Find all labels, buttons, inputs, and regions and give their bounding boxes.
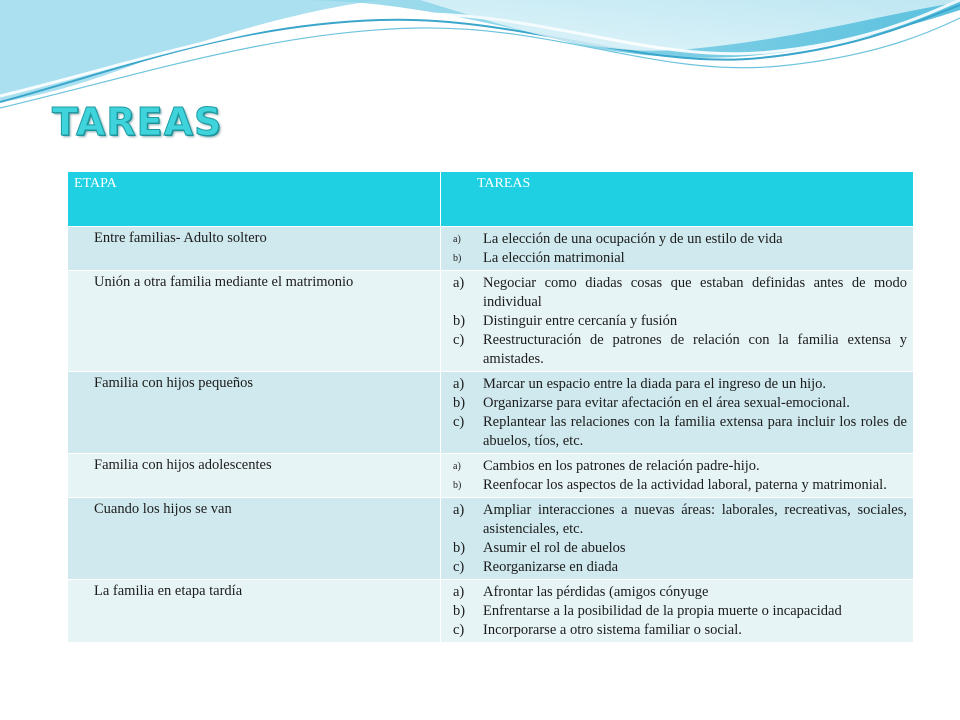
header-tareas: TAREAS (441, 172, 914, 227)
task-marker: b) (453, 395, 466, 411)
task-marker: a) (453, 461, 461, 472)
task-marker: b) (453, 540, 466, 556)
task-item (447, 583, 907, 602)
task-text: Asumir el rol de abuelos (483, 540, 626, 556)
task-list (447, 274, 907, 369)
tasks-table (68, 172, 913, 643)
table-row (68, 227, 913, 271)
task-item (447, 230, 907, 249)
etapa-cell: Familia con hijos adolescentes (68, 454, 441, 498)
task-marker: c) (453, 622, 465, 638)
table-row (68, 498, 913, 580)
task-text: Distinguir entre cercanía y fusión (483, 313, 678, 329)
task-item (447, 413, 907, 451)
tareas-cell (441, 372, 914, 454)
tareas-cell (441, 271, 914, 372)
task-item (447, 331, 907, 369)
table-row (68, 454, 913, 498)
etapa-cell: Unión a otra familia mediante el matrimonio (68, 271, 441, 372)
task-marker: c) (453, 332, 465, 348)
task-text: Replantear las relaciones con la familia extensa para incluir los roles de abuelos, tíos, etc. (483, 414, 907, 449)
slide-title: TAREAS (52, 100, 223, 144)
task-text: La elección matrimonial (483, 250, 625, 266)
task-text: Ampliar interacciones a nuevas áreas: laborales, recreativas, sociales, asistenciales, etc. (483, 502, 907, 537)
table-body (68, 227, 913, 643)
task-item (447, 375, 907, 394)
task-text: Negociar como diadas cosas que estaban definidas antes de modo individual (483, 275, 907, 310)
task-list (447, 457, 907, 495)
etapa-cell: La familia en etapa tardía (68, 580, 441, 643)
task-list (447, 230, 907, 268)
task-marker: a) (453, 234, 461, 245)
task-list (447, 501, 907, 577)
task-item (447, 274, 907, 312)
task-item (447, 539, 907, 558)
header-etapa: ETAPA (68, 172, 441, 227)
task-text: Marcar un espacio entre la diada para el ingreso de un hijo. (483, 376, 827, 392)
etapa-cell: Entre familias- Adulto soltero (68, 227, 441, 271)
table-row (68, 372, 913, 454)
task-marker: b) (453, 480, 462, 491)
task-item (447, 249, 907, 268)
task-item (447, 394, 907, 413)
task-list (447, 583, 907, 640)
task-text: Reorganizarse en diada (483, 559, 619, 575)
task-marker: c) (453, 414, 465, 430)
tareas-cell (441, 580, 914, 643)
tareas-cell (441, 227, 914, 271)
etapa-cell: Familia con hijos pequeños (68, 372, 441, 454)
table-row (68, 580, 913, 643)
task-marker: a) (453, 502, 465, 518)
task-item (447, 501, 907, 539)
task-marker: b) (453, 313, 466, 329)
task-text: La elección de una ocupación y de un estilo de vida (483, 231, 783, 247)
task-list (447, 375, 907, 451)
task-marker: b) (453, 253, 462, 264)
task-marker: b) (453, 603, 466, 619)
task-text: Cambios en los patrones de relación padre-hijo. (483, 458, 760, 474)
tareas-cell (441, 454, 914, 498)
task-text: Enfrentarse a la posibilidad de la propia muerte o incapacidad (483, 603, 842, 619)
tareas-cell (441, 498, 914, 580)
task-text: Incorporarse a otro sistema familiar o social. (483, 622, 742, 638)
task-marker: a) (453, 376, 465, 392)
task-text: Reenfocar los aspectos de la actividad laboral, paterna y matrimonial. (483, 477, 887, 493)
task-marker: a) (453, 275, 465, 291)
task-item (447, 558, 907, 577)
table-row (68, 271, 913, 372)
task-marker: c) (453, 559, 465, 575)
task-item (447, 457, 907, 476)
task-text: Afrontar las pérdidas (amigos cónyuge (483, 584, 709, 600)
task-item (447, 602, 907, 621)
task-marker: a) (453, 584, 465, 600)
etapa-cell: Cuando los hijos se van (68, 498, 441, 580)
task-item (447, 312, 907, 331)
table-header-row (68, 172, 913, 227)
task-item (447, 476, 907, 495)
task-text: Organizarse para evitar afectación en el área sexual-emocional. (483, 395, 850, 411)
task-text: Reestructuración de patrones de relación con la familia extensa y amistades. (483, 332, 907, 367)
task-item (447, 621, 907, 640)
